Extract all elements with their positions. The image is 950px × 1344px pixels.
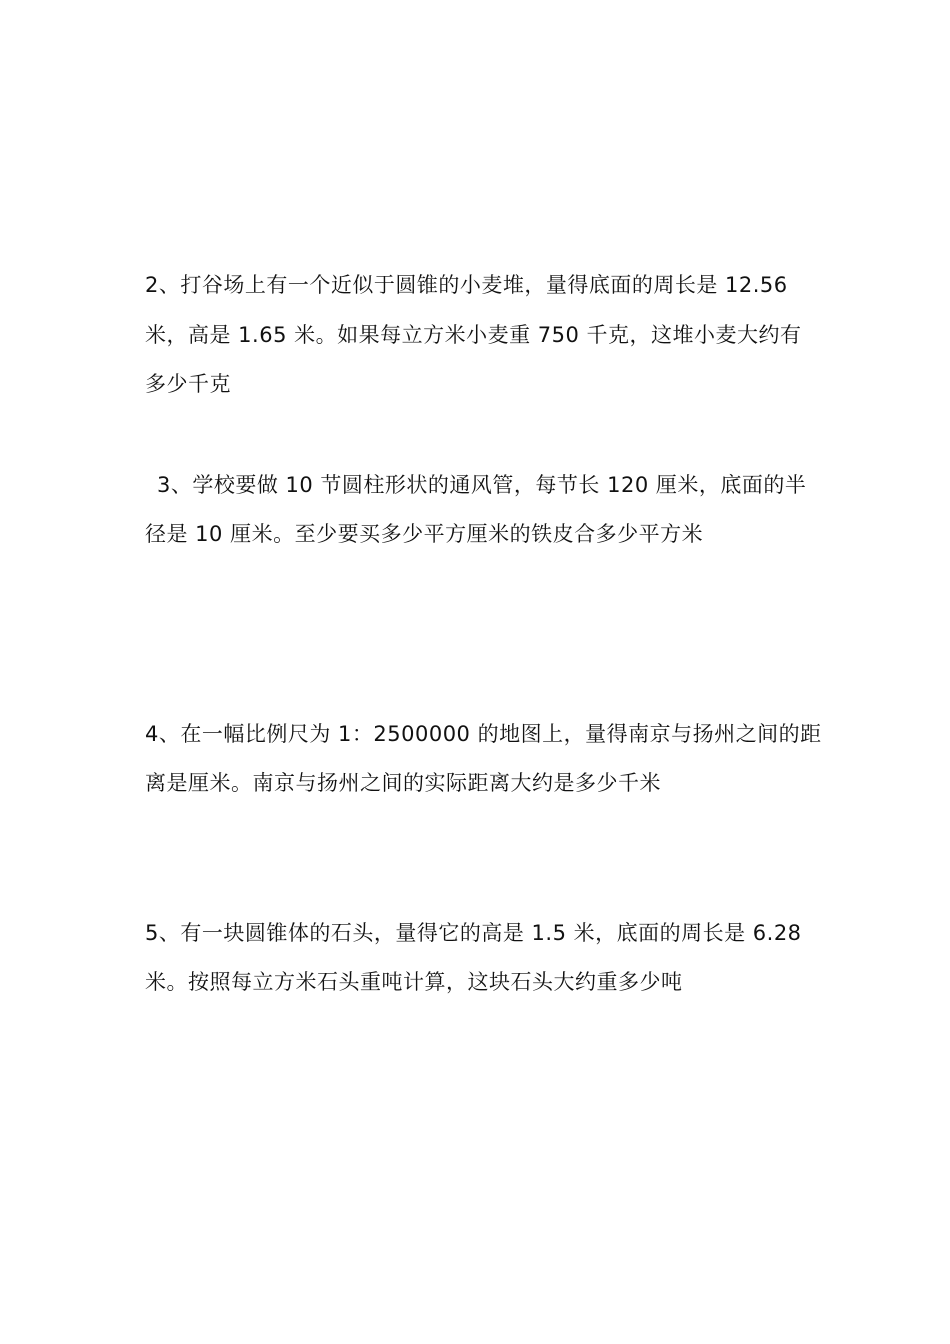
question-5-line-2: 米。按照每立方米石头重吨计算，这块石头大约重多少吨 (145, 970, 683, 994)
question-5-line-1: 5、有一块圆锥体的石头，量得它的高是 1.5 米，底面的周长是 6.28 (145, 921, 802, 945)
question-4-line-1: 4、在一幅比例尺为 1：2500000 的地图上，量得南京与扬州之间的距 (145, 722, 822, 746)
question-2-line-3: 多少千克 (145, 372, 231, 396)
question-3-line-1: 3、学校要做 10 节圆柱形状的通风管，每节长 120 厘米，底面的半 (157, 473, 807, 497)
question-4-line-2: 离是厘米。南京与扬州之间的实际距离大约是多少千米 (145, 771, 661, 795)
question-2-line-2: 米，高是 1.65 米。如果每立方米小麦重 750 千克，这堆小麦大约有 (145, 323, 802, 347)
question-2-line-1: 2、打谷场上有一个近似于圆锥的小麦堆，量得底面的周长是 12.56 (145, 273, 788, 297)
question-3-line-2: 径是 10 厘米。至少要买多少平方厘米的铁皮合多少平方米 (145, 522, 704, 546)
